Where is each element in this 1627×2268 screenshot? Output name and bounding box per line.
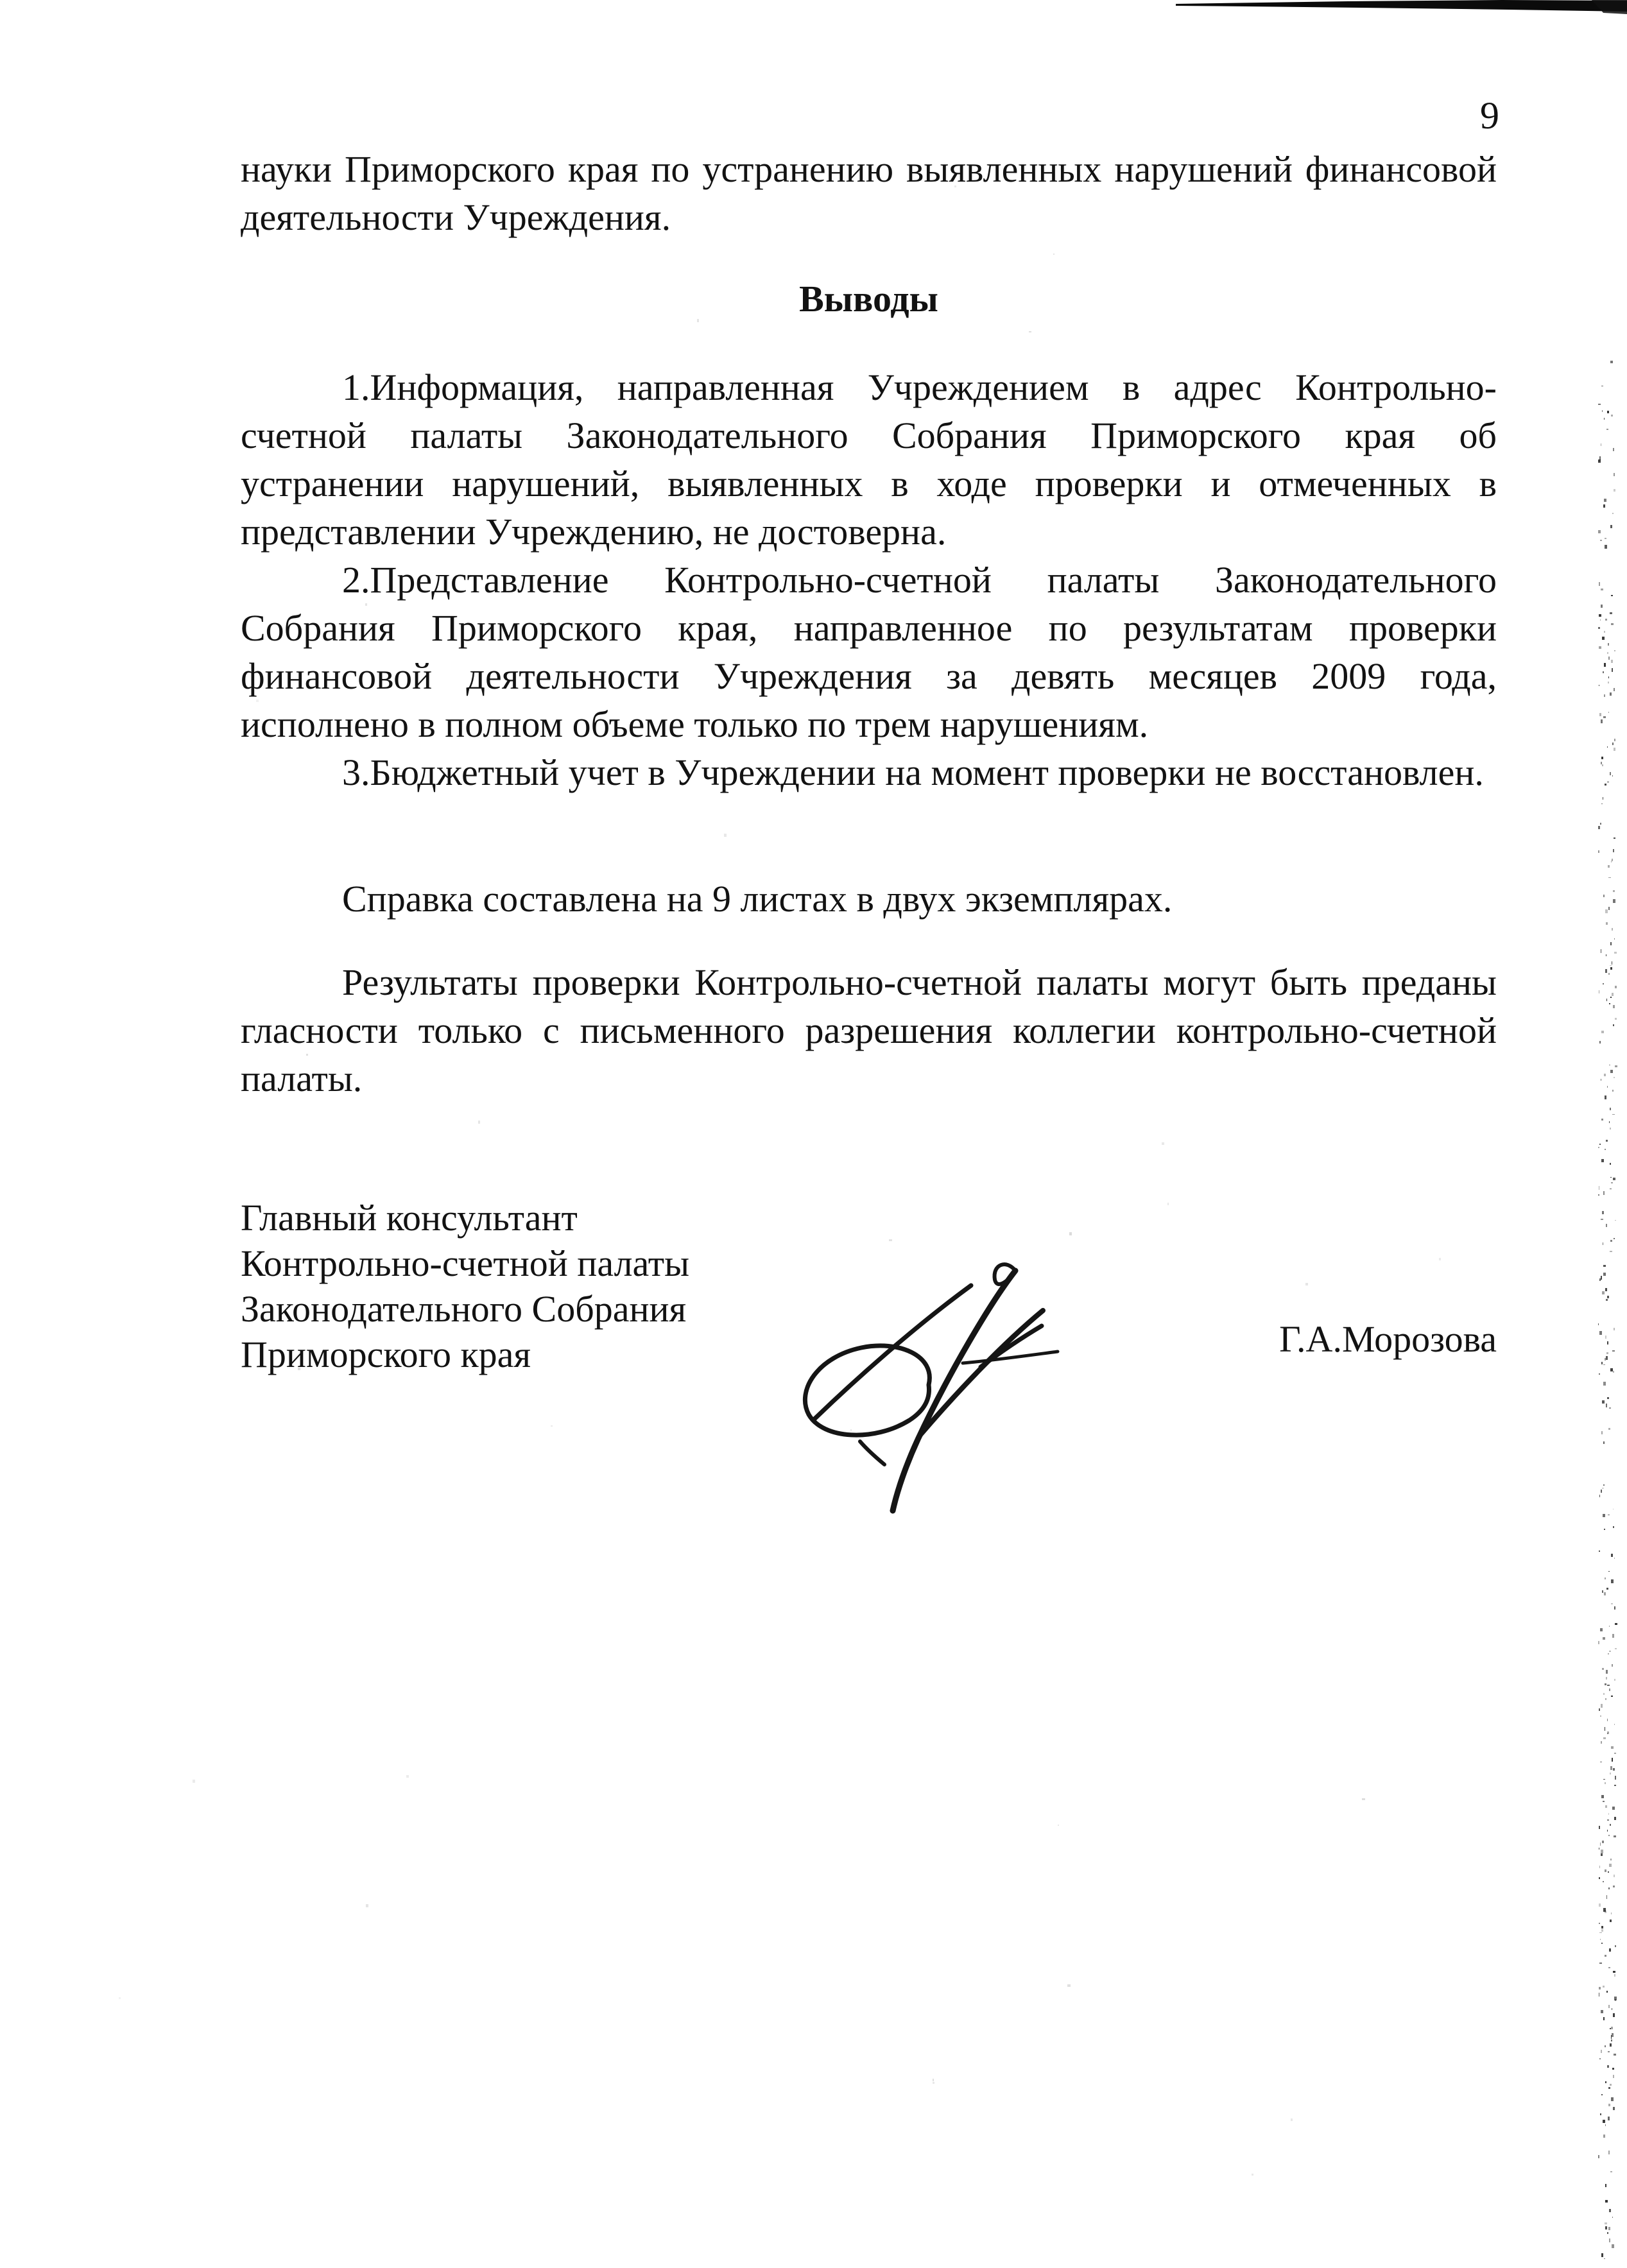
signatory-name: Г.А.Морозова — [1279, 1318, 1497, 1360]
text-line: науки Приморского края по устранению выявленных нарушений финансовой — [241, 148, 1497, 190]
text-line: 2.Представление Контрольно-счетной палаты Законодательного — [342, 559, 1497, 601]
text-line: Результаты проверки Контрольно-счетной палаты могут быть преданы — [342, 961, 1497, 1003]
text-line: финансовой деятельности Учреждения за девять месяцев 2009 года, — [241, 655, 1497, 697]
text-line: счетной палаты Законодательного Собрания Приморского края об — [241, 415, 1497, 456]
conclusions-heading: Выводы — [799, 278, 938, 320]
text-line: Контрольно-счетной палаты — [241, 1242, 690, 1284]
text-line: Собрания Приморского края, направленное по результатам проверки — [241, 607, 1497, 649]
text-line: Приморского края — [241, 1334, 531, 1375]
text-line: 1.Информация, направленная Учреждением в адрес Контрольно- — [342, 366, 1497, 408]
text-line: 3.Бюджетный учет в Учреждении на момент проверки не восстановлен. — [342, 752, 1484, 793]
text-line: Законодательного Собрания — [241, 1288, 687, 1330]
text-line: устранении нарушений, выявленных в ходе проверки и отмеченных в — [241, 463, 1497, 504]
text-line: палаты. — [241, 1058, 363, 1099]
page-number: 9 — [1480, 94, 1499, 137]
text-line: исполнено в полном объеме только по трем нарушениям. — [241, 703, 1149, 745]
text-line: Справка составлена на 9 листах в двух экземплярах. — [342, 878, 1173, 920]
text-line: деятельности Учреждения. — [241, 196, 671, 238]
text-line: представлении Учреждению, не достоверна. — [241, 511, 947, 553]
text-line: гласности только с письменного разрешения коллегии контрольно-счетной — [241, 1009, 1497, 1051]
text-line: Главный консультант — [241, 1197, 578, 1239]
